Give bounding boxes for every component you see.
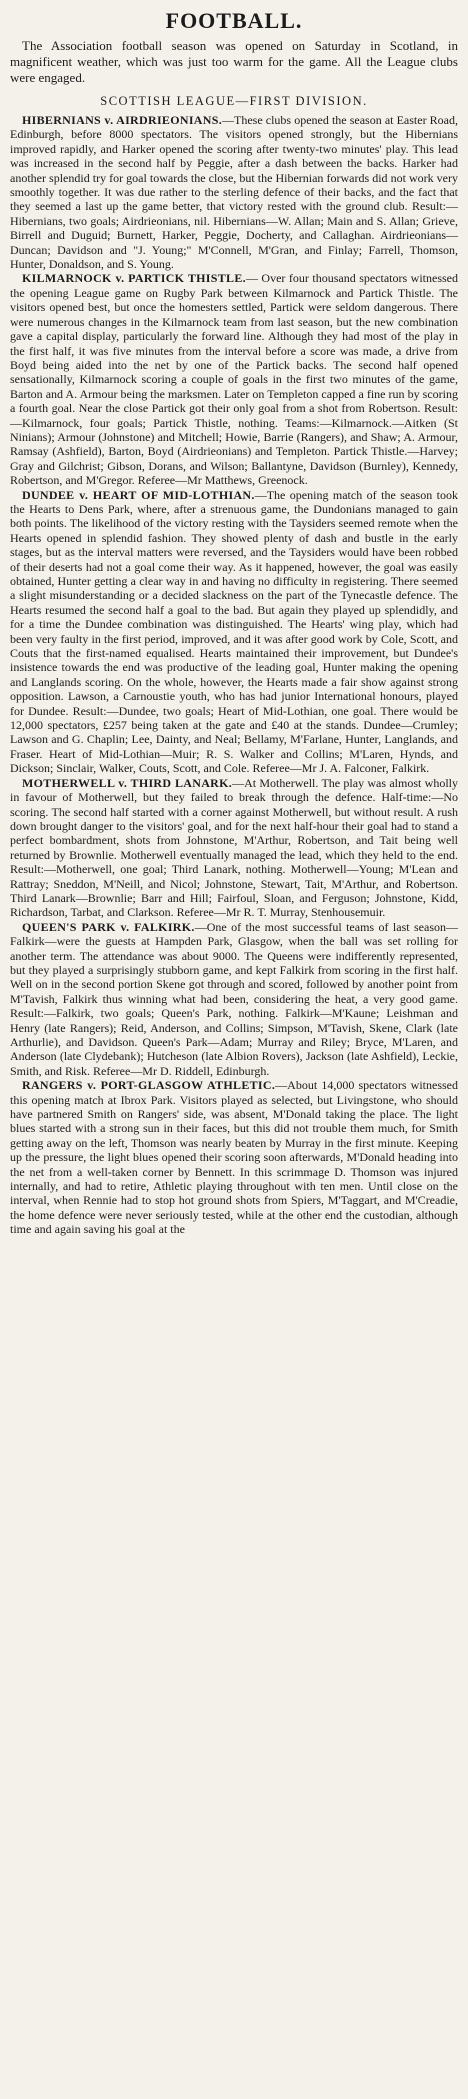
- match-report-queens-park-falkirk: [10, 920, 458, 1078]
- match-body: —The opening match of the season took the Hearts to Dens Park, where, after a strenuous game, the Dundonians managed to gain both points. The likelihood of the victory resting with the Taysiders seemed remote when the Hearts opened in splendid fashion. They showed plenty of dash and bustle in the early stages, but as the interval matters were reversed, and the Taysiders would have been robbed of their deserts had not a goal come their way. As it happened, however, the goal was easily obtained, Hunter getting a clear way in and having no difficulty in registering. There seemed a slight misunderstanding or a decided slackness on the part of the Tynecastle defence. The Hearts resumed the second half a goal to the bad. But again they played up splendidly, and for a time the Dundee combination was distinguished. The Hearts' wing play, which had been very faulty in the first period, improved, and it was after good work by Cole, Scott, and Couts that the first-named equalised. Hearts maintained their improvement, but Dundee's insistence towards the end was productive of the leading goal, Hunter making the opening and Langlands scoring. On the whole, however, the Hearts made a fair show against strong opposition. Lawson, a Carnoustie youth, who has had junior International honours, played for Dundee. Result:—Dundee, two goals; Heart of Mid-Lothian, one goal. There would be 12,000 spectators, £257 being taken at the gate and £40 at the stands. Dundee—Crumley; Lawson and G. Chaplin; Lee, Dainty, and Neal; Bellamy, M'Farlane, Hunter, Langlands, and Fraser. Heart of Mid-Lothian—Muir; R. S. Walker and Collins; M'Laren, Hynds, and Dickson; Sinclair, Walker, Couts, Scott, and Cole. Referee—Mr J. A. Falconer, Falkirk.: [10, 487, 458, 776]
- match-report-rangers-port-glasgow: [10, 1078, 458, 1236]
- match-report-dundee-hearts: [10, 488, 458, 776]
- match-body: —At Motherwell. The play was almost wholly in favour of Motherwell, but they failed to break through the defence. Half-time:—No scoring. The second half started with a corner against Motherwell, but without result. A rush down brought danger to the visitors' goal, and for the next half-hour their goal had to stand a perfect bombardment, shots from Johnstone, M'Arthur, Robertson, and Tait being well returned by Brownlie. Motherwell eventually managed the lead, which they held to the end. Result:—Motherwell, one goal; Third Lanark, nothing. Motherwell—Young; M'Lean and Rattray; Sneddon, M'Neill, and Nicol; Johnstone, Stewart, Tait, M'Arthur, and Robertson. Third Lanark—Brownlie; Barr and Hill; Fairfoul, Sloan, and Ferguson; Johnstone, Kidd, Richardson, Tarbat, and Clarkson. Referee—Mr R. T. Murray, Stenhousemuir.: [10, 775, 458, 920]
- match-body: —About 14,000 spectators witnessed this opening match at Ibrox Park. Visitors played as selected, but Livingstone, who should have partnered Smith on Rangers' side, was absent, M'Donald taking the place. The light blues started with a strong sun in their faces, but this did not trouble them much, for Smith getting away on the left, Thomson was nearly beaten by Murray in the first minute. Keeping up the pressure, the light blues opened their scoring soon afterwards, M'Donald heading into the net from a well-taken corner by Bennett. In this scrimmage D. Thomson was injured internally, and had to retire, Athletic playing throughout with ten men. Until close on the interval, when Rennie had to stop hot ground shots from Spiers, M'Taggart, and M'Creadie, the home defence were never seriously tested, while at the other end the custodian, although time and again saving his goal at the: [10, 1078, 458, 1237]
- match-body: —One of the most successful teams of last season—Falkirk—were the guests at Hampden Park, Glasgow, when the ball was set rolling for another term. The attendance was about 9000. The Queens were indifferently represented, but they played a surprisingly stubborn game, and kept Falkirk from scoring in the first half. Well on in the second portion Skene got through and scored, followed by another point from M'Tavish, Falkirk thus winning what had been, considering the heat, a very good game. Result:—Falkirk, two goals; Queen's Park, nothing. Falkirk—M'Kaune; Leishman and Henry (late Rangers); Reid, Anderson, and Collins; Simpson, M'Tavish, Skene, Clark (late Arthurlie), and Davidson. Queen's Park—Adam; Murray and Riley; Bryce, M'Laren, and Anderson (late Clydebank); Hutcheson (late Albion Rovers), Jackson (late Ashfield), Leckie, Smith, and Risk. Referee—Mr D. Riddell, Edinburgh.: [10, 919, 458, 1078]
- intro-paragraph: The Association football season was opened on Saturday in Scotland, in magnificent weather, which was just too warm for the game. All the League clubs were engaged.: [10, 38, 458, 85]
- match-report-hibernians-airdrieonians: [10, 113, 458, 271]
- section-title: FOOTBALL.: [165, 8, 303, 33]
- articles-column: [10, 113, 458, 1237]
- match-headline: KILMARNOCK v. PARTICK THISTLE.: [22, 271, 246, 286]
- match-headline: HIBERNIANS v. AIRDRIEONIANS.: [22, 113, 222, 127]
- match-headline: QUEEN'S PARK v. FALKIRK.: [22, 919, 195, 934]
- match-headline: DUNDEE v. HEART OF MID-LOTHIAN.: [22, 487, 255, 502]
- division-heading: SCOTTISH LEAGUE—FIRST DIVISION.: [100, 94, 368, 108]
- match-headline: RANGERS v. PORT-GLASGOW ATHLETIC.: [22, 1078, 276, 1093]
- match-body: —These clubs opened the season at Easter Road, Edinburgh, before 8000 spectators. The visitors opened strongly, but the Hibernians improved rapidly, and Harker opened the scoring after twenty-two minutes' play. This lead was increased in the second half by Peggie, after a dash between the backs. Harker had another splendid try for goal towards the close, but the Hibernian forwards did not work very smoothly together. It was due rather to the sterling defence of their backs, and the fact that they seemed a last up the game better, that victory rested with the ground club. Result:—Hibernians, two goals; Airdrieonians, nil. Hibernians—W. Allan; Main and S. Allan; Grieve, Birrell and Duguid; Burnett, Harker, Peggie, Docherty, and Callaghan. Airdrieonians—Duncan; Davidson and "J. Young;" M'Connell, M'Gran, and Finlay; Farrell, Thomson, Hunter, Donaldson, and S. Young.: [10, 113, 459, 272]
- match-report-motherwell-third-lanark: [10, 776, 458, 920]
- match-headline: MOTHERWELL v. THIRD LANARK.: [22, 775, 233, 790]
- match-body: — Over four thousand spectators witnessed the opening League game on Rugby Park between Kilmarnock and Partick Thistle. The visitors opened best, but once the homesters settled, Partick were seldom dangerous. There were numerous changes in the Kilmarnock team from last season, but the new combination gave a capital display, particularly the forward line. Although they had most of the play in the first half, it was five minutes from the interval before a score was made, a drive from Boyd being aided into the net by one of the Partick backs. The second half opened sensationally, Kilmarnock scoring a couple of goals in the first two minutes of the game, Barton and A. Armour being the marksmen. Later on Templeton capped a fine run by scoring a fourth goal. Near the close Partick got their only goal from a shot from Robertson. Result:—Kilmarnock, four goals; Partick Thistle, nothing. Teams:—Kilmarnock.—Aitken (St Ninians); Armour (Johnstone) and Mitchell; Howie, Barrie (Rangers), and Shaw; A. Armour, Ramsay (Ashfield), Barton, Boyd (Airdrieonians) and Templeton. Partick Thistle.—Harvey; Gray and Gilchrist; Gibson, Dorans, and Wilson; Ballantyne, Davidson (Burnley), Kennedy, Robertson, and M'Gregor. Referee—Mr Matthews, Greenock.: [10, 271, 458, 488]
- match-report-kilmarnock-partick: [10, 271, 458, 487]
